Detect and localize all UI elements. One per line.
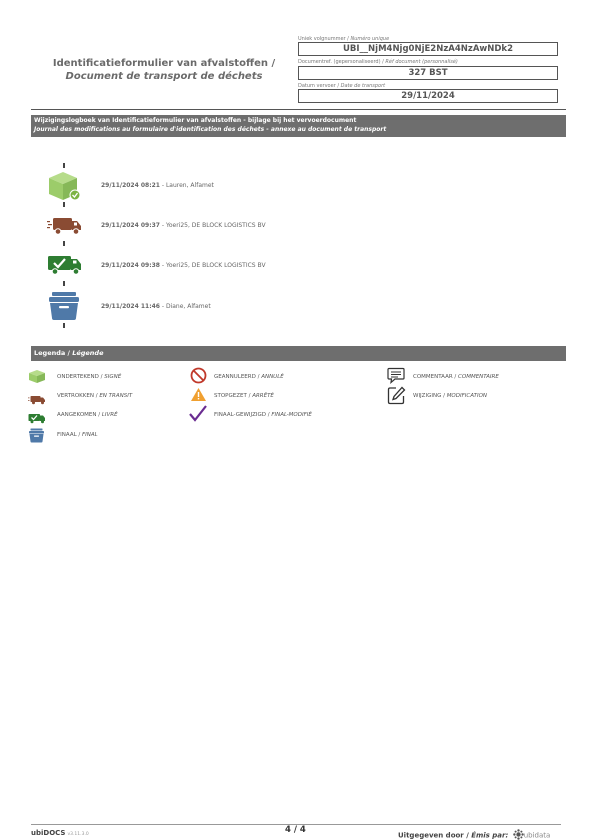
timeline-connector	[63, 323, 65, 328]
doc-ref-field: 327 BST	[298, 66, 558, 80]
legend-delivered: AANGEKOMEN / LIVRÉ	[57, 412, 118, 418]
legend-signed: ONDERTEKEND / SIGNÉ	[57, 374, 122, 380]
footer-product: ubiDOCS v3.11.3.0	[31, 829, 89, 837]
title-nl: Identificatieformulier van afvalstoffen /	[52, 58, 276, 69]
archive-final-icon	[28, 428, 45, 447]
archive-final-icon	[47, 291, 81, 325]
footer-version: v3.11.3.0	[67, 832, 89, 837]
timeline-connector	[63, 202, 65, 207]
legend-header: Legenda / Légende	[31, 346, 566, 361]
edit-icon	[387, 386, 406, 409]
truck-transit-icon	[47, 216, 83, 240]
timeline-entry-4: 29/11/2024 11:46 - Diane, Alfamet	[101, 303, 211, 310]
transport-date-label: Datum vervoer / Date de transport	[298, 83, 386, 89]
legend-transit: VERTROKKEN / EN TRANSIT	[57, 393, 133, 399]
document-title	[40, 58, 288, 83]
box-signed-icon	[28, 369, 46, 388]
log-section-header	[31, 115, 566, 137]
page-number: 4 / 4	[285, 825, 306, 835]
legend-cancelled: GEANNULEERD / ANNULÉ	[214, 374, 284, 380]
warning-icon	[190, 387, 207, 406]
cancelled-icon	[190, 367, 207, 388]
legend-final: FINAAL / FINAL	[57, 432, 98, 438]
log-title-nl: Wijzigingslogboek van Identificatieformulier van afvalstoffen - bijlage bij het vervoerdocument	[34, 117, 357, 124]
legend-stopped: STOPGEZET / ARRÊTÉ	[214, 393, 274, 399]
footer-issued-by: Uitgegeven door / Émis par: ubidata	[398, 829, 550, 840]
timeline-connector	[63, 163, 65, 168]
title-fr: Document de transport de déchets	[65, 71, 263, 82]
legend-final-modified: FINAAL-GEWIJZIGD / FINAL-MODIFIÉ	[214, 412, 312, 418]
ubidata-logo-icon	[513, 829, 524, 840]
brand-name: ubidata	[523, 831, 551, 840]
timeline-connector	[63, 241, 65, 246]
timeline-connector	[63, 281, 65, 286]
legend-modification: WIJZIGING / MODIFICATION	[413, 393, 488, 399]
comment-icon	[387, 367, 405, 388]
header-divider	[31, 109, 566, 110]
timeline-entry-3: 29/11/2024 09:38 - Yoeri25, DE BLOCK LOGISTICS BV	[101, 262, 266, 269]
doc-ref-label: Documentref. (gepersonaliseerd) / Réf document (personnalisé)	[298, 59, 458, 65]
truck-delivered-icon	[28, 409, 46, 428]
log-title-fr: Journal des modifications au formulaire d'identification des déchets - annexe au document de transport	[34, 126, 387, 133]
transport-date-field: 29/11/2024	[298, 89, 558, 103]
checkmark-icon	[189, 405, 207, 426]
legend-comment: COMMENTAAR / COMMENTAIRE	[413, 374, 499, 380]
truck-delivered-icon	[47, 254, 83, 280]
unique-number-field: UBI__NjM4Njg0NjE2NzA4NzAwNDk2	[298, 42, 558, 56]
box-signed-icon	[46, 171, 82, 205]
truck-transit-icon	[28, 390, 46, 409]
timeline-entry-1: 29/11/2024 08:21 - Lauren, Alfamet	[101, 182, 214, 189]
unique-number-label: Uniek volgnummer / Numéro unique	[298, 36, 390, 42]
timeline-entry-2: 29/11/2024 09:37 - Yoeri25, DE BLOCK LOGISTICS BV	[101, 222, 266, 229]
